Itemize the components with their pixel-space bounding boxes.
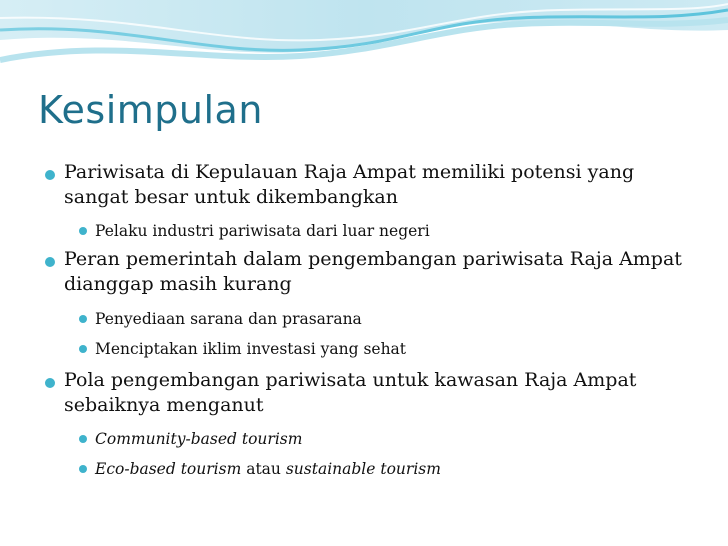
bullet-icon (45, 378, 55, 388)
bullet-icon (45, 170, 55, 180)
sub-bullet-icon (79, 435, 87, 443)
sub-bullet-item: Pelaku industri pariwisata dari luar negeri (95, 222, 430, 240)
bullet-item: Peran pemerintah dalam pengembangan pariwisata Raja Ampat dianggap masih kurang (64, 248, 682, 295)
sub-bullet-item: Menciptakan iklim investasi yang sehat (95, 340, 407, 358)
sub-bullet-icon (79, 465, 87, 473)
sub-bullet-item (95, 458, 695, 480)
sub-bullet-icon (79, 227, 87, 235)
bullet-item: Pola pengembangan pariwisata untuk kawasan Raja Ampat sebaiknya menganut (64, 369, 637, 416)
sub-bullet-italic-text: sustainable tourism (285, 460, 441, 478)
bullet-icon (45, 257, 55, 267)
sub-bullet-item (95, 428, 695, 450)
page-title: Kesimpulan (38, 88, 263, 132)
sub-bullet-italic-text: Eco-based tourism (95, 460, 242, 478)
sub-bullet-icon (79, 345, 87, 353)
sub-bullet-icon (79, 315, 87, 323)
bullet-item: Pariwisata di Kepulauan Raja Ampat memiliki potensi yang sangat besar untuk dikembangkan (64, 161, 635, 208)
sub-bullet-item: Penyediaan sarana dan prasarana (95, 310, 362, 328)
wave-header-decoration (0, 0, 728, 80)
sub-bullet-italic-text: Community-based tourism (95, 430, 303, 448)
sub-bullet-text: atau (241, 460, 286, 478)
